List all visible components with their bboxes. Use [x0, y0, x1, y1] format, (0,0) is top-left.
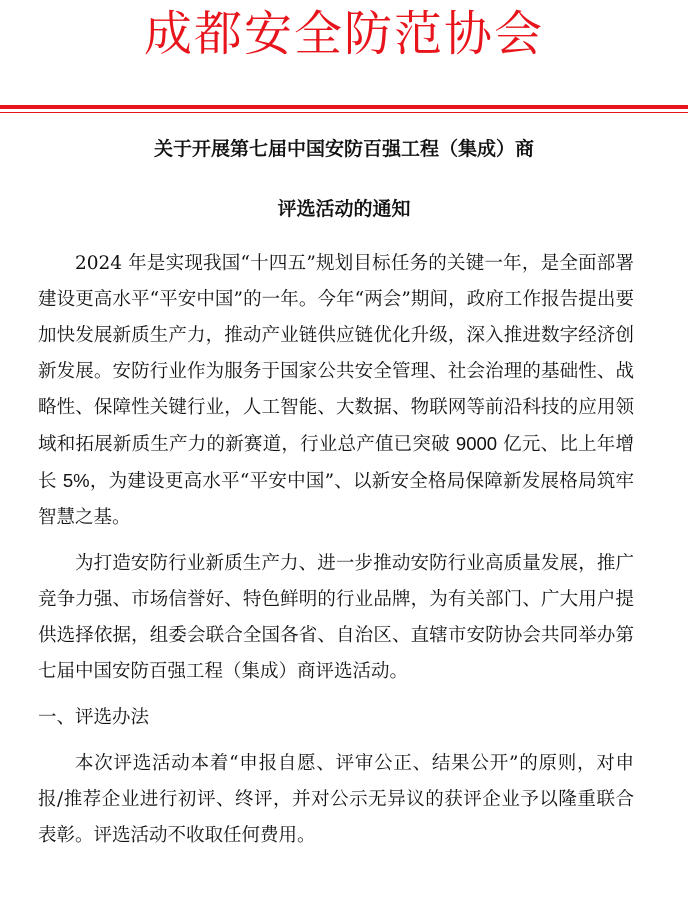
paragraph-3: 本次评选活动本着“申报自愿、评审公正、结果公开”的原则，对申报/推荐企业进行初评、终评，并对公示无异议的获评企业予以隆重联合表彰。评选活动不收取任何费用。: [38, 753, 634, 846]
header-rule-thin: [0, 112, 688, 113]
header-rule-thick: [0, 105, 688, 109]
paragraph-1-text-a: 2024 年是实现我国“十四五”规划目标任务的关键一年，是全面部署建设更高水平“平安中国”的一年。今年“两会”期间，政府工作报告提出要加快发展新质生产力，推动产业链供应链优化升级，深入推进数字经济创新发展。安防行业作为服务于国家公共安全管理、社会治理的基础性、战略性、保障性关键行业，人工智能、大数据、物联网等前沿科技的应用领域和拓展新质生产力的新赛道，行业总产值已突破: [38, 253, 634, 455]
paragraph-2: 为打造安防行业新质生产力、进一步推动安防行业高质量发展，推广竞争力强、市场信誉好、特色鲜明的行业品牌，为有关部门、广大用户提供选择依据，组委会联合全国各省、自治区、直辖市安防协会共同举办第七届中国安防百强工程（集成）商评选活动。: [38, 553, 634, 682]
notice-title-line-1: 关于开展第七届中国安防百强工程（集成）商: [153, 138, 534, 160]
paragraph-1-text-c: ，为建设更高水平“平安中国”、以新安全格局保障新发展格局筑牢智慧之基。: [38, 471, 635, 528]
section-heading-1: 一、评选办法: [38, 707, 150, 728]
paragraph-1: [38, 246, 634, 536]
organization-masthead: 成都安全防范协会: [143, 6, 544, 62]
notice-body: [38, 246, 634, 854]
output-value: 9000: [455, 433, 498, 454]
paragraph-1-text-b: 亿元、比上年增长: [38, 434, 634, 492]
growth-rate: 5%: [62, 470, 90, 491]
notice-title-line-2: 评选活动的通知: [277, 198, 411, 220]
